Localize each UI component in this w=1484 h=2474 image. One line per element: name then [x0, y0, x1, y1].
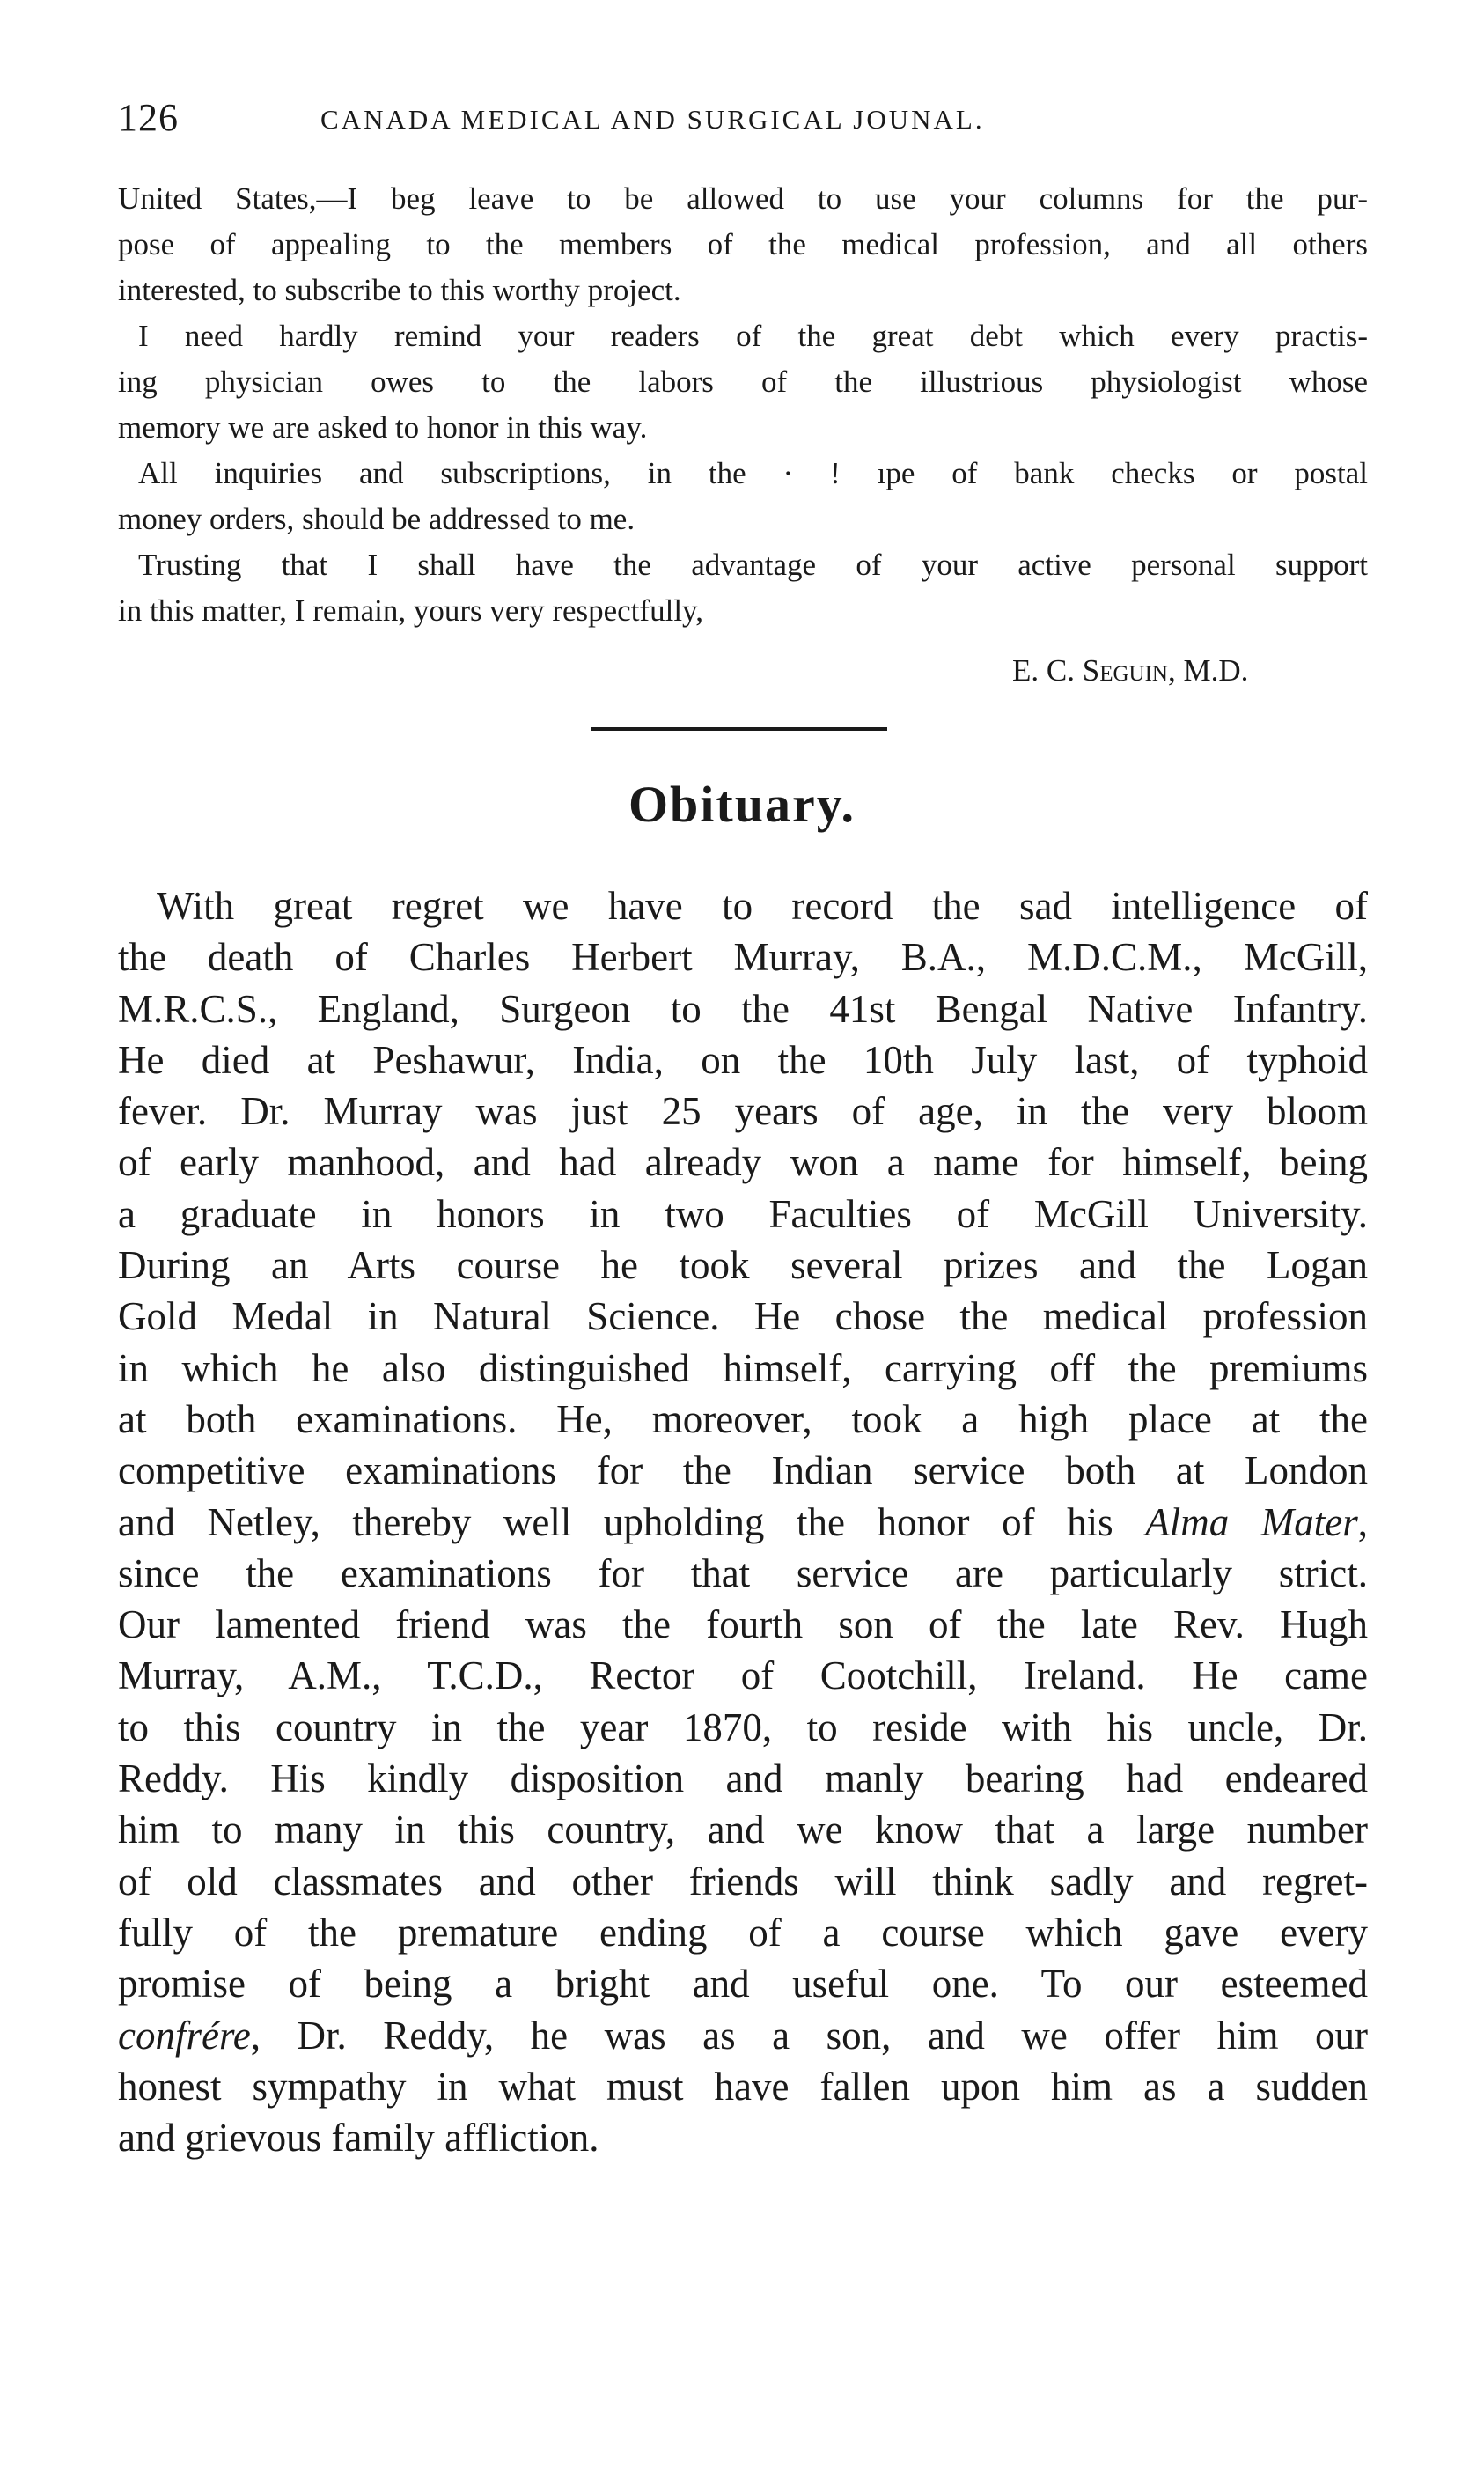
obituary-line: promise of being a bright and useful one. To our esteemed: [118, 1962, 1368, 2006]
obituary-line: competitive examinations for the Indian service both at London: [118, 1448, 1368, 1493]
letter-line: I need hardly remind your readers of the great debt which every practis-: [138, 319, 1368, 353]
signature-surname: Seguin: [1082, 653, 1168, 688]
alma-mater: Alma Mater: [1145, 1499, 1358, 1544]
letter-line: interested, to subscribe to this worthy project.: [118, 273, 681, 307]
letter-line: money orders, should be addressed to me.: [118, 502, 635, 536]
obituary-line: fully of the premature ending of a course which gave every: [118, 1910, 1368, 1955]
letter-line: All inquiries and subscriptions, in the · ! ıpe of bank checks or postal: [138, 456, 1368, 490]
obituary-line: in which he also distinguished himself, carrying off the premiums: [118, 1345, 1368, 1390]
page-number: 126: [118, 96, 179, 139]
obituary-line: a graduate in honors in two Faculties of McGill University.: [118, 1191, 1368, 1236]
obituary-line: the death of Charles Herbert Murray, B.A., M.D.C.M., McGill,: [118, 935, 1368, 980]
obituary-line: Our lamented friend was the fourth son of the late Rev. Hugh: [118, 1602, 1368, 1647]
obituary-line: since the examinations for that service are particularly strict.: [118, 1550, 1368, 1595]
obituary-line: honest sympathy in what must have fallen upon him as a sudden: [118, 2064, 1368, 2109]
obituary-line: Reddy. His kindly disposition and manly bearing had endeared: [118, 1756, 1368, 1801]
journal-title: CANADA MEDICAL AND SURGICAL JOUNAL.: [320, 104, 985, 135]
obituary-line: Murray, A.M., T.C.D., Rector of Cootchill, Ireland. He came: [118, 1653, 1368, 1698]
obituary-line: at both examinations. He, moreover, took a high place at the: [118, 1396, 1368, 1441]
obituary-line: of old classmates and other friends will think sadly and regret-: [118, 1859, 1368, 1903]
signature: [1012, 653, 1248, 688]
obituary-line: M.R.C.S., England, Surgeon to the 41st Bengal Native Infantry.: [118, 986, 1368, 1031]
signature-degree: , M.D.: [1167, 653, 1249, 688]
letter-text: [118, 176, 1368, 634]
obituary-line: [118, 2010, 1368, 2061]
signature-initials: E. C.: [1012, 653, 1083, 688]
obituary-line-text: and Netley, thereby well upholding the honor of his: [118, 1499, 1146, 1544]
letter-line: memory we are asked to honor in this way.: [118, 410, 648, 445]
letter-line: Trusting that I shall have the advantage of your active personal support: [138, 548, 1368, 582]
running-head: [118, 95, 1368, 139]
letter-line: pose of appealing to the members of the medical profession, and all others: [118, 227, 1368, 261]
obituary-line: to this country in the year 1870, to reside with his uncle, Dr.: [118, 1705, 1368, 1749]
letter-line: in this matter, I remain, yours very respectfully,: [118, 593, 704, 628]
obituary-line-text: , Dr. Reddy, he was as a son, and we offer him our: [250, 2013, 1368, 2058]
obituary-heading: Obituary.: [628, 776, 856, 833]
obituary-line: Gold Medal in Natural Science. He chose the medical profession: [118, 1294, 1368, 1339]
obituary-line: With great regret we have to record the sad intelligence of: [157, 884, 1368, 928]
section-divider: [591, 727, 887, 731]
letter-line: United States,—I beg leave to be allowed to use your columns for the pur-: [118, 181, 1368, 216]
obituary-line: and grievous family affliction.: [118, 2116, 599, 2161]
obituary-line: of early manhood, and had already won a name for himself, being: [118, 1140, 1368, 1185]
obituary-line: [118, 1497, 1368, 1548]
obituary-line: He died at Peshawur, India, on the 10th July last, of typhoid: [118, 1037, 1368, 1082]
obituary-line-tail: ,: [1357, 1499, 1368, 1544]
obituary-text: [118, 880, 1368, 2163]
confrere: confrére: [118, 2013, 251, 2058]
obituary-line: him to many in this country, and we know that a large number: [118, 1808, 1368, 1852]
obituary-line: During an Arts course he took several prizes and the Logan: [118, 1243, 1368, 1288]
letter-line: ing physician owes to the labors of the illustrious physiologist whose: [118, 364, 1368, 399]
obituary-line: fever. Dr. Murray was just 25 years of age, in the very bloom: [118, 1089, 1368, 1134]
